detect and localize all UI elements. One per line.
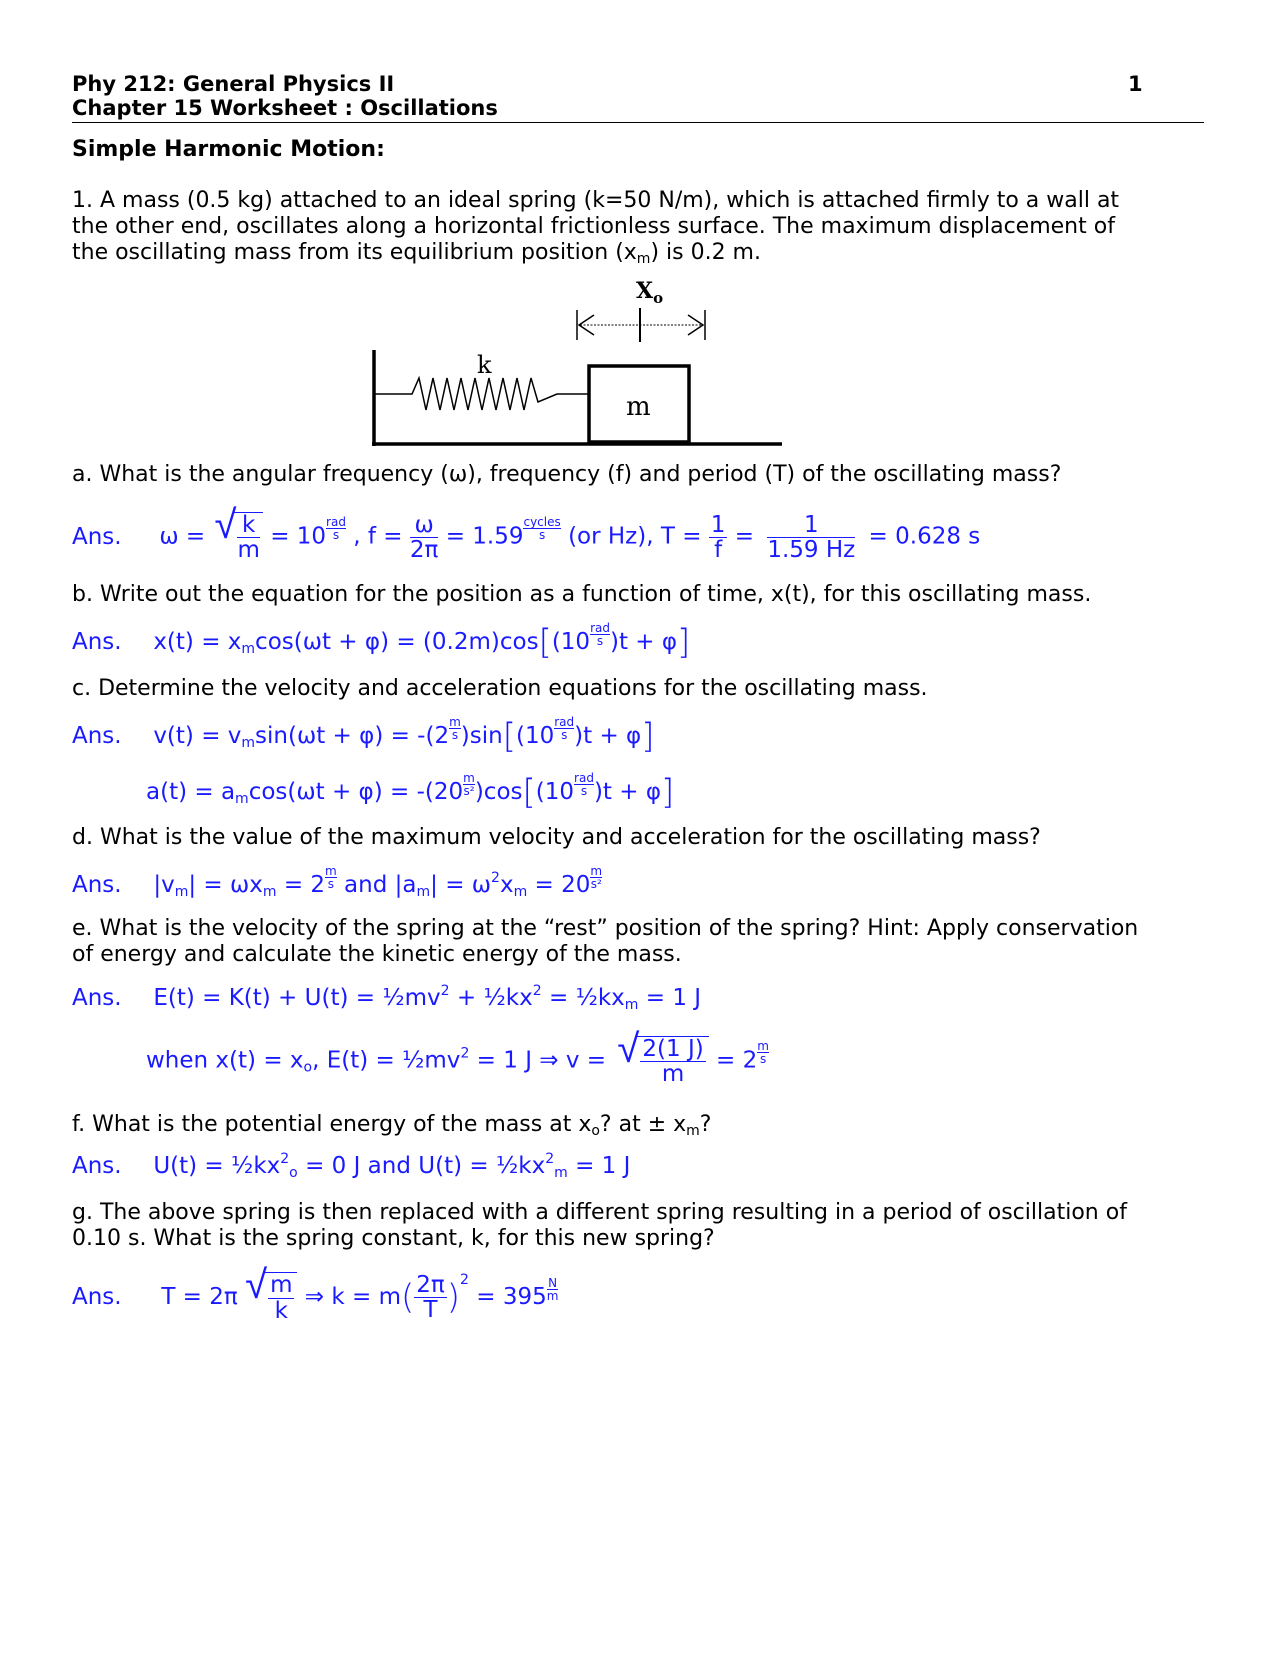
question-d: d. What is the value of the maximum velocity and acceleration for the oscillating mass?	[72, 825, 1041, 850]
spring	[374, 378, 590, 410]
answer-d: Ans. $|v_m| = \omega x_m = 2$ $\frac{m}{s}$ and $|a_m| = \omega^2x_m = 20$ $\frac{m}{\text{s²}}$	[72, 864, 603, 901]
problem-line-1: 1. A mass (0.5 kg) attached to an ideal spring (k=50 N/m), which is attached firmly to a wall at	[72, 188, 1120, 213]
k-label: k	[477, 351, 492, 379]
question-c: c. Determine the velocity and acceleration equations for the oscillating mass.	[72, 676, 928, 701]
answer-b: Ans. $x(t) = x_m\cos(\omega t + \varphi) = (0.2m)\cos[(10$ rad s )t + φ]	[72, 621, 691, 663]
course-title: Phy 212: General Physics II	[72, 72, 395, 96]
answer-e-energy: Ans. $E(t) = K(t) + U(t) = \frac{1}{2}mv^2$ + $\frac{1}{2}kx^2$ = $\frac{1}{2}kx_m = 1$ J	[72, 983, 702, 1013]
m-label: m	[626, 392, 651, 422]
answer-c-acceleration: $a(t) = a_m\cos(\omega t + \varphi) = -(20$ $\frac{m}{\text{s²}}$ )cos[(10 rad s )t + φ]	[146, 771, 675, 813]
answer-e-velocity: when $x(t) = x_o$, $E(t) = \frac{1}{2}mv^2 = 1$ J ⇒ v = √ $\frac{2(1 J)}{m}$ = 2 $\frac{m}{s}$	[146, 1036, 769, 1096]
question-b: b. Write out the equation for the position as a function of time, x(t), for this oscillating mass.	[72, 582, 1092, 607]
answer-c-velocity: Ans. $v(t) = v_m\sin(\omega t + \varphi) = -(2$ $\frac{m}{s}$ )sin[(10 rad s )t + φ]	[72, 715, 655, 757]
header-rule	[72, 122, 1204, 123]
answer-a: Ans. ω = √ $\frac{k}{m}$ = 10 rad s , f = $\frac{\omega}{2\pi}$ = 1.59 cycles s (or Hz), T = $\frac{1}{f}$ = $\frac{1}{1.59 Hz}$ = 0.628 s	[72, 512, 980, 564]
problem-line-3: the oscillating mass from its equilibrium position $(x_m)$ is 0.2 m.	[72, 240, 761, 267]
question-f: f. What is the potential energy of the mass at $x_o$? at ± $x_m$?	[72, 1112, 712, 1139]
chapter-title: Chapter 15 Worksheet : Oscillations	[72, 96, 498, 120]
problem-line-2: the other end, oscillates along a horizontal frictionless surface. The maximum displacement of	[72, 214, 1115, 239]
section-title: Simple Harmonic Motion:	[72, 137, 385, 162]
answer-f: Ans. $U(t) = \frac{1}{2}kx^2_o = 0$ J and $U(t) = \frac{1}{2}kx^2_m = 1$ J	[72, 1151, 631, 1181]
question-g-line-1: g. The above spring is then replaced with a different spring resulting in a period of oscillation of	[72, 1200, 1127, 1225]
question-g-line-2: 0.10 s. What is the spring constant, k, for this new spring?	[72, 1226, 715, 1251]
answer-g: Ans. T = 2π √ $\frac{m}{k}$ ⇒ k = m( $\frac{2\pi}{T}$ )$^2$ = 395 $\frac{N}{m}$	[72, 1272, 558, 1334]
question-e-line-1: e. What is the velocity of the spring at the “rest” position of the spring? Hint: Apply conservation	[72, 916, 1139, 941]
question-e-line-2: of energy and calculate the kinetic energy of the mass.	[72, 942, 682, 967]
x-label: $X_o$	[636, 278, 664, 307]
page-number: 1	[1128, 72, 1143, 96]
question-a: a. What is the angular frequency (ω), frequency (f) and period (T) of the oscillating mass?	[72, 462, 1062, 487]
spring-mass-diagram	[360, 270, 800, 460]
